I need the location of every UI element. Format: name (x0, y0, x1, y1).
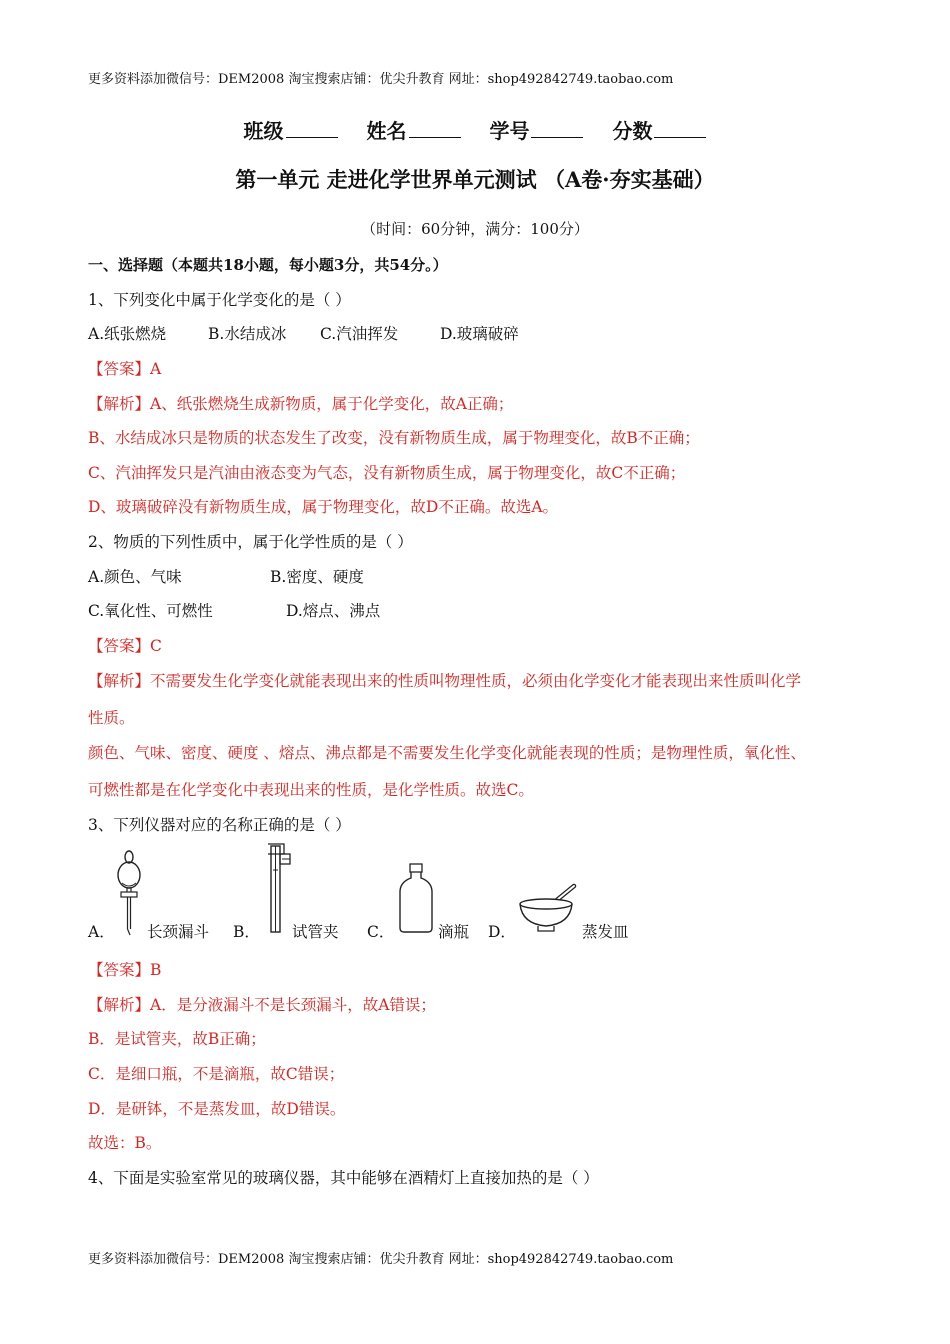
q3-option-d-name: 蒸发皿 (582, 923, 629, 941)
student-id-blank[interactable] (531, 119, 583, 138)
q3-option-a-letter: A． (88, 923, 115, 941)
info-fields (0, 115, 950, 144)
q1-option-c: C.汽油挥发 (320, 325, 399, 343)
q4-stem: 4、下面是实验室常见的玻璃仪器，其中能够在酒精灯上直接加热的是（ ） (88, 1169, 599, 1187)
q3-answer: 【答案】B (88, 961, 162, 979)
q2-stem: 2、物质的下列性质中，属于化学性质的是（ ） (88, 533, 413, 551)
q1-analysis-line: B、水结成冰只是物质的状态发生了改变，没有新物质生成，属于物理变化，故B不正确； (88, 429, 700, 447)
score-label: 分数 (612, 119, 653, 143)
q2-analysis-line: 【解析】不需要发生化学变化就能表现出来的性质叫物理性质，必须由化学变化才能表现出来性质叫化学 (88, 672, 802, 690)
footer-note: 更多资料添加微信号：DEM2008 淘宝搜索店铺：优尖升教育 网址：shop492842749.taobao.com (88, 1252, 674, 1267)
q1-options (88, 322, 519, 344)
score-blank[interactable] (654, 119, 706, 138)
page-title: 第一单元 走进化学世界单元测试 （A卷·夯实基础） (235, 167, 715, 192)
header-note: 更多资料添加微信号：DEM2008 淘宝搜索店铺：优尖升教育 网址：shop492842749.taobao.com (88, 72, 674, 87)
mortar-pestle-figure (516, 878, 582, 934)
q3-option-b-letter: B． (233, 923, 260, 941)
q2-option-c: C.氧化性、可燃性 (88, 602, 213, 620)
q3-analysis-line: B．是试管夹，故B正确； (88, 1030, 266, 1048)
q1-analysis-line: 【解析】A、纸张燃烧生成新物质，属于化学变化，故A正确； (88, 395, 514, 413)
separatory-funnel-figure (112, 845, 146, 937)
class-label: 班级 (243, 119, 284, 143)
q1-analysis-line: D、玻璃破碎没有新物质生成，属于物理变化，故D不正确。故选A。 (88, 498, 559, 516)
q3-option-b-name: 试管夹 (292, 923, 339, 941)
q2-analysis-line: 颜色、气味、密度、硬度 、熔点、沸点都是不需要发生化学变化就能表现的性质；是物理性质，氧化性、 (88, 744, 806, 762)
q1-answer: 【答案】A (88, 360, 162, 378)
q1-stem: 1、下列变化中属于化学变化的是（ ） (88, 291, 351, 309)
q2-option-b: B.密度、硬度 (270, 568, 364, 586)
q2-analysis-line: 性质。 (88, 709, 135, 727)
q2-analysis-line: 可燃性都是在化学变化中表现出来的性质，是化学性质。故选C。 (88, 781, 534, 799)
q1-analysis-line: C、汽油挥发只是汽油由液态变为气态，没有新物质生成，属于物理变化，故C不正确； (88, 464, 686, 482)
narrow-mouth-bottle-figure (396, 862, 436, 934)
q2-option-d: D.熔点、沸点 (286, 602, 381, 620)
q2-option-a: A.颜色、气味 (88, 568, 182, 586)
q3-analysis-line: C．是细口瓶，不是滴瓶，故C错误； (88, 1065, 345, 1083)
q1-option-b: B.水结成冰 (208, 325, 287, 343)
q1-option-a: A.纸张燃烧 (88, 325, 167, 343)
page-subtitle: （时间：60分钟，满分：100分） (361, 220, 589, 238)
class-blank[interactable] (286, 119, 338, 138)
section-title: 一、选择题（本题共18小题，每小题3分，共54分。） (88, 256, 448, 274)
student-id-label: 学号 (489, 119, 530, 143)
q3-option-a-name: 长颈漏斗 (147, 923, 210, 941)
q3-option-c-name: 滴瓶 (438, 923, 470, 941)
q2-answer: 【答案】C (88, 637, 162, 655)
q2-options-row1 (88, 565, 364, 587)
q3-option-d-letter: D． (488, 923, 516, 941)
name-label: 姓名 (366, 119, 407, 143)
name-blank[interactable] (409, 119, 461, 138)
q3-stem: 3、下列仪器对应的名称正确的是（ ） (88, 816, 351, 834)
test-tube-holder-figure (262, 840, 296, 936)
q3-analysis-line: 【解析】A．是分液漏斗不是长颈漏斗，故A错误； (88, 996, 436, 1014)
q3-analysis-line: D．是研钵，不是蒸发皿，故D错误。 (88, 1100, 346, 1118)
q3-analysis-line: 故选：B。 (88, 1134, 162, 1152)
q1-option-d: D.玻璃破碎 (440, 325, 519, 343)
q3-option-c-letter: C． (367, 923, 395, 941)
q2-options-row2 (88, 599, 380, 621)
